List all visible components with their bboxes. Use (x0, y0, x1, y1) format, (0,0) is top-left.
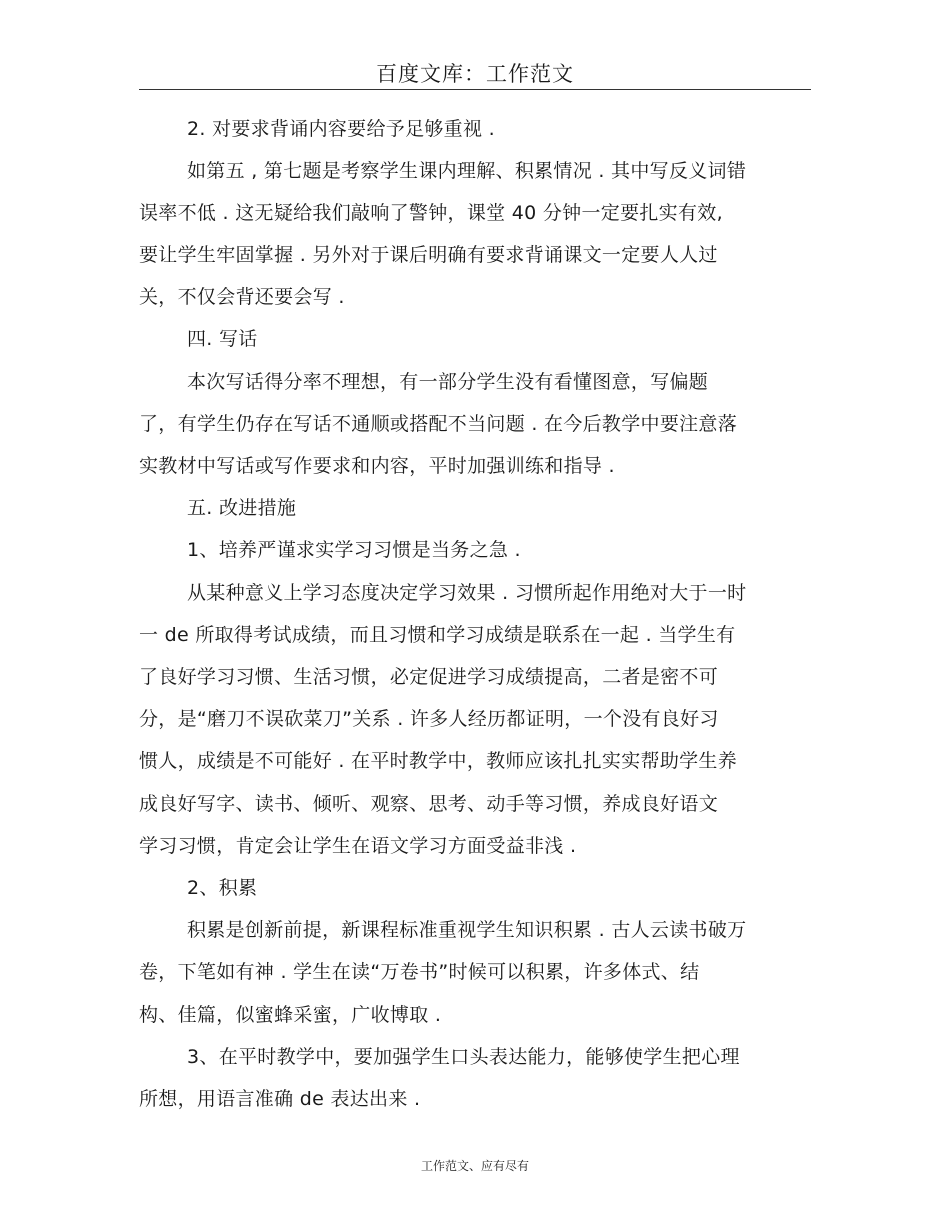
header-divider (139, 89, 811, 90)
paragraph-line: 惯人，成绩是不可能好 . 在平时教学中，教师应该扎扎实实帮助学生养 (139, 750, 738, 772)
paragraph-line: 实教材中写话或写作要求和内容，平时加强训练和指导 . (139, 455, 615, 477)
paragraph-line: 关，不仅会背还要会写 . (139, 286, 345, 308)
paragraph-line: 了良好学习习惯、生活习惯，必定促进学习成绩提高，二者是密不可 (139, 666, 719, 688)
subsection-heading: 1、培养严谨求实学习习惯是当务之急 . (187, 539, 521, 561)
paragraph-line: 卷，下笔如有神 . 学生在读“万卷书”时候可以积累，许多体式、结 (139, 961, 700, 983)
paragraph-line: 了，有学生仍存在写话不通顺或搭配不当问题 . 在今后教学中要注意落 (139, 413, 738, 435)
paragraph-line: 一 de 所取得考试成绩，而且习惯和学习成绩是联系在一起 . 当学生有 (139, 624, 736, 646)
paragraph-line: 所想，用语言准确 de 表达出来 . (139, 1088, 421, 1110)
paragraph-line: 学习习惯，肯定会让学生在语文学习方面受益非浅 . (139, 835, 577, 857)
paragraph-line: 3、在平时教学中，要加强学生口头表达能力，能够使学生把心理 (187, 1046, 740, 1068)
page-footer: 工作范文、应有尽有 (420, 1159, 529, 1173)
paragraph-line: 本次写话得分率不理想，有一部分学生没有看懂图意，写偏题 (187, 371, 709, 393)
section-heading: 五. 改进措施 (187, 497, 297, 519)
section-heading: 四. 写话 (187, 328, 258, 350)
paragraph-line: 误率不低 . 这无疑给我们敲响了警钟，课堂 40 分钟一定要扎实有效, (139, 202, 723, 224)
paragraph-line: 积累是创新前提，新课程标准重视学生知识积累 . 古人云读书破万 (187, 919, 747, 941)
paragraph-line: 构、佳篇，似蜜蜂采蜜，广收博取 . (139, 1004, 442, 1026)
header-title: 百度文库：工作范文 (376, 62, 574, 86)
subsection-heading: 2、积累 (187, 877, 258, 899)
paragraph-line: 2. 对要求背诵内容要给予足够重视 . (187, 118, 495, 140)
paragraph-line: 从某种意义上学习态度决定学习效果 . 习惯所起作用绝对大于一时 (187, 582, 747, 604)
paragraph-line: 分，是“磨刀不误砍菜刀”关系 . 许多人经历都证明，一个没有良好习 (139, 708, 719, 730)
paragraph-line: 成良好写字、读书、倾听、观察、思考、动手等习惯，养成良好语文 (139, 793, 719, 815)
paragraph-line: 要让学生牢固掌握 . 另外对于课后明确有要求背诵课文一定要人人过 (139, 244, 718, 266)
paragraph-line: 如第五 , 第七题是考察学生课内理解、积累情况 . 其中写反义词错 (187, 160, 747, 182)
